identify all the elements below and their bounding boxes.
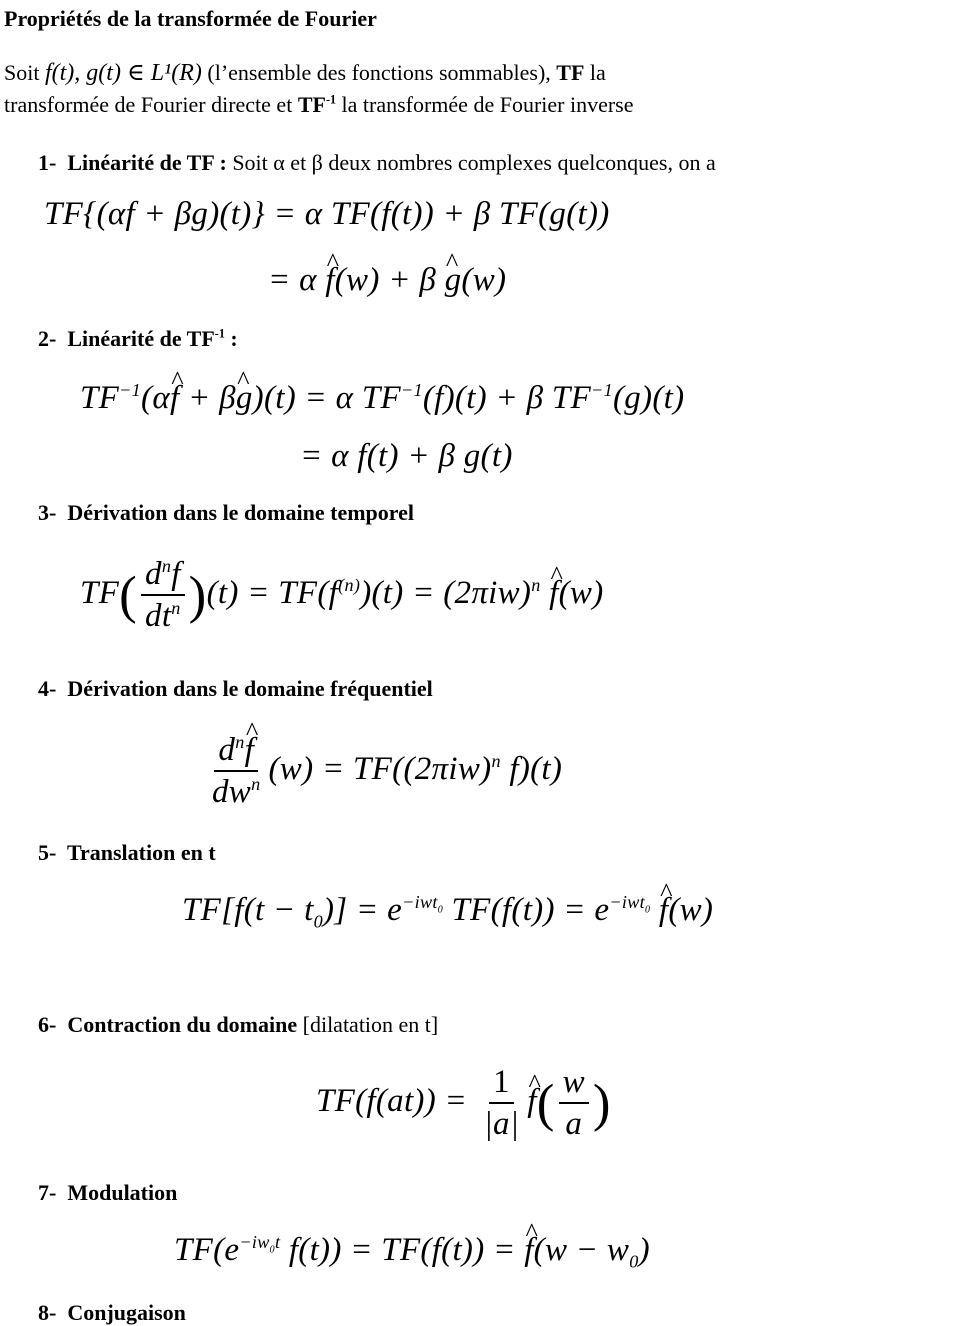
- equation-4: $\frac{d^n\^{} f}{dw^n}$ $(w) = TF((2\pi iw)^n$ f)(t): [204, 732, 562, 811]
- section-8-heading: 8- Conjugaison: [38, 1300, 186, 1325]
- equation-1a: TF{(αf + βg)(t)} = α TF(f(t)) + β TF(g(t)): [44, 196, 610, 232]
- intro-line-1: Soit f(t), g(t) ∈ L¹(R) (l’ensemble des fonctions sommables), TF la: [4, 60, 606, 86]
- section-4-heading: 4- Dérivation dans le domaine fréquentiel: [38, 676, 433, 701]
- equation-3: TF( $\frac{d^nf}{dt^n}$ )$(t) = TF(f^{(n)})(t) = (2\pi iw)^n$ ^ f(w): [80, 556, 604, 635]
- section-6-heading: 6- Contraction du domaine [dilatation en t]: [38, 1012, 439, 1037]
- equation-2b: = α f(t) + β g(t): [300, 438, 513, 474]
- section-1-heading: 1- Linéarité de TF : Soit α et β deux nombres complexes quelconques, on a: [38, 150, 716, 175]
- equation-5: $TF[f(t - t_0)] = e^{-iwt_0}$ $TF(f(t)) = e^{-iwt_0}$ ^ f(w): [182, 892, 713, 929]
- section-7-heading: 7- Modulation: [38, 1180, 178, 1205]
- equation-7: $TF(e^{-iw_0t}$ f(t)) = TF(f(t)) = ^ $f(w - w_0)$: [174, 1232, 650, 1269]
- section-5-heading: 5- Translation en t: [38, 840, 216, 865]
- section-2-heading: 2- Linéarité de $TF^{-1}$ :: [38, 326, 238, 351]
- equation-1b: = α ^ f(w) + β ^ g(w): [268, 262, 506, 299]
- intro-line-2: transformée de Fourier directe et $TF^{-1}$ la transformée de Fourier inverse: [4, 92, 634, 117]
- equation-6: TF(f(at)) = $\frac{1}{|a|}$ ^ f( $\frac{w}{a}$ ): [316, 1064, 611, 1143]
- section-3-heading: 3- Dérivation dans le domaine temporel: [38, 500, 415, 525]
- page-title: Propriétés de la transformée de Fourier: [4, 6, 377, 31]
- equation-2a: $TF^{-1}(\alpha\^{}$ f + β^ g)(t) = α $TF^{-1}(f)(t) + \beta$ $TF^{-1}(g)(t)$: [80, 380, 684, 417]
